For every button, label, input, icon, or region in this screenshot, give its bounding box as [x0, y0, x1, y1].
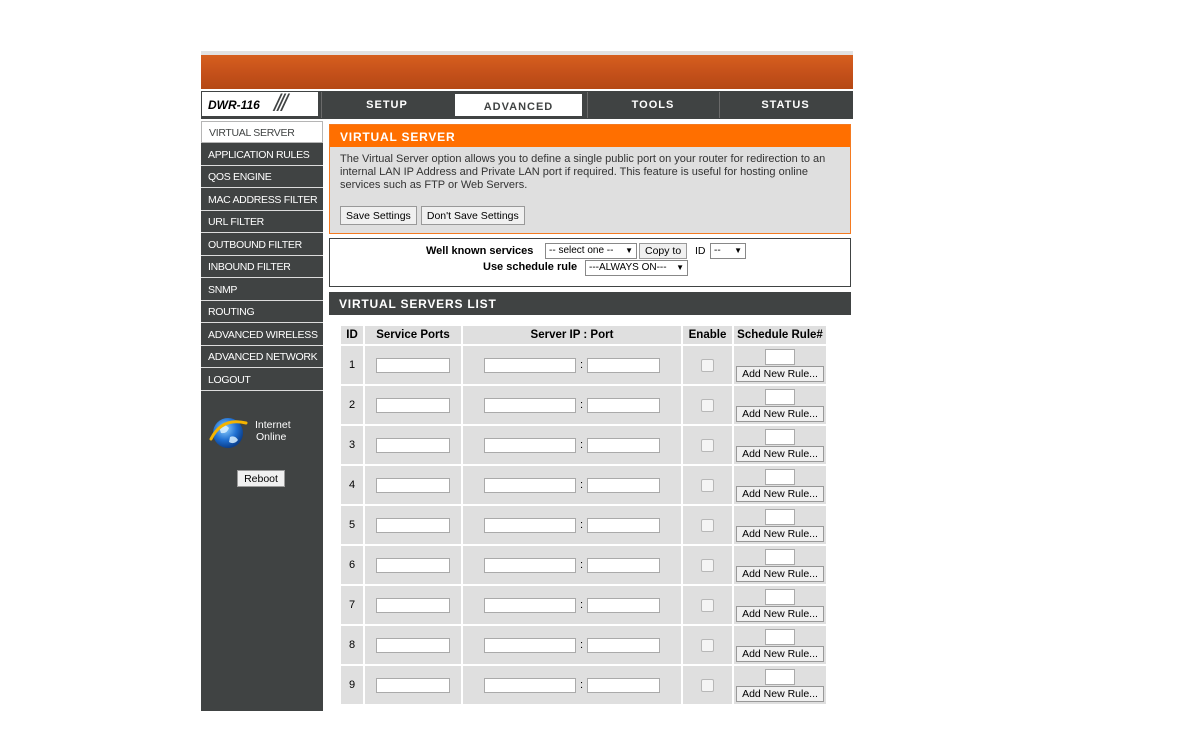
add-new-rule-button[interactable]: Add New Rule...: [736, 686, 824, 702]
internet-status-line1: Internet: [255, 419, 291, 431]
internet-globe-icon: [208, 413, 248, 451]
tab-advanced[interactable]: ADVANCED: [453, 92, 584, 118]
sidebar-item-advanced-network[interactable]: ADVANCED NETWORK: [201, 346, 323, 368]
add-new-rule-button[interactable]: Add New Rule...: [736, 446, 824, 462]
service-ports-cell: [365, 506, 461, 544]
server-port-input[interactable]: [587, 638, 660, 653]
sidebar-item-inbound-filter[interactable]: INBOUND FILTER: [201, 256, 323, 278]
add-new-rule-button[interactable]: Add New Rule...: [736, 606, 824, 622]
schedule-rule-select[interactable]: [585, 260, 688, 276]
top-navigation: [201, 91, 853, 119]
enable-checkbox[interactable]: [701, 559, 714, 572]
server-port-input[interactable]: [587, 438, 660, 453]
id-label: ID: [695, 245, 706, 257]
sidebar-item-qos-engine[interactable]: QOS ENGINE: [201, 166, 323, 188]
ip-port-separator: :: [579, 479, 584, 491]
schedule-rule-input[interactable]: [765, 429, 795, 445]
server-port-input[interactable]: [587, 518, 660, 533]
server-port-input[interactable]: [587, 358, 660, 373]
enable-cell: [683, 626, 732, 664]
server-port-input[interactable]: [587, 398, 660, 413]
server-ip-input[interactable]: [484, 438, 576, 453]
server-ip-port-cell: [463, 426, 681, 464]
schedule-rule-cell: [734, 546, 826, 584]
enable-cell: [683, 346, 732, 384]
row-id: 5: [341, 506, 363, 544]
ip-port-separator: :: [579, 399, 584, 411]
column-header-server-ip-port: Server IP : Port: [463, 326, 681, 344]
server-ip-input[interactable]: [484, 358, 576, 373]
service-ports-input[interactable]: [376, 678, 450, 693]
server-port-input[interactable]: [587, 478, 660, 493]
enable-checkbox[interactable]: [701, 599, 714, 612]
schedule-rule-cell: [734, 586, 826, 624]
schedule-rule-cell: [734, 666, 826, 704]
table-row: [341, 546, 826, 584]
tab-tools[interactable]: TOOLS: [587, 92, 718, 118]
server-ip-input[interactable]: [484, 518, 576, 533]
service-ports-input[interactable]: [376, 638, 450, 653]
table-row: [341, 386, 826, 424]
router-admin-page: [201, 51, 853, 711]
dropdown-arrow-icon: ▼: [676, 263, 684, 272]
intro-panel: [329, 124, 851, 234]
table-row: [341, 346, 826, 384]
ip-port-separator: :: [579, 639, 584, 651]
schedule-rule-cell: [734, 386, 826, 424]
schedule-rule-cell: [734, 346, 826, 384]
server-ip-port-cell: [463, 466, 681, 504]
server-ip-port-cell: [463, 386, 681, 424]
enable-checkbox[interactable]: [701, 399, 714, 412]
sidebar-item-logout[interactable]: LOGOUT: [201, 369, 323, 391]
schedule-rule-input[interactable]: [765, 549, 795, 565]
service-ports-cell: [365, 666, 461, 704]
internet-status: [255, 419, 291, 443]
reboot-button[interactable]: Reboot: [237, 470, 285, 487]
row-id: 9: [341, 666, 363, 704]
server-ip-port-cell: [463, 666, 681, 704]
row-id: 6: [341, 546, 363, 584]
service-ports-input[interactable]: [376, 398, 450, 413]
enable-cell: [683, 386, 732, 424]
table-row: [341, 666, 826, 704]
header-banner: [201, 55, 853, 89]
server-ip-port-cell: [463, 346, 681, 384]
server-ip-port-cell: [463, 626, 681, 664]
server-ip-input[interactable]: [484, 478, 576, 493]
dont-save-settings-button[interactable]: Don't Save Settings: [421, 206, 525, 225]
server-ip-port-cell: [463, 586, 681, 624]
sidebar-item-routing[interactable]: ROUTING: [201, 301, 323, 323]
enable-cell: [683, 426, 732, 464]
schedule-rule-input[interactable]: [765, 629, 795, 645]
ip-port-separator: :: [579, 519, 584, 531]
sidebar: [201, 121, 323, 711]
well-known-services-label: Well known services: [426, 245, 534, 257]
enable-cell: [683, 586, 732, 624]
schedule-rule-input[interactable]: [765, 469, 795, 485]
services-panel: [329, 238, 851, 287]
tab-status[interactable]: STATUS: [719, 92, 851, 118]
table-row: [341, 426, 826, 464]
row-id: 1: [341, 346, 363, 384]
row-id: 2: [341, 386, 363, 424]
sidebar-item-application-rules[interactable]: APPLICATION RULES: [201, 144, 323, 166]
service-ports-cell: [365, 426, 461, 464]
server-ip-input[interactable]: [484, 678, 576, 693]
well-known-services-select[interactable]: [545, 243, 637, 259]
schedule-rule-input[interactable]: [765, 349, 795, 365]
row-id: 3: [341, 426, 363, 464]
enable-checkbox[interactable]: [701, 479, 714, 492]
enable-checkbox[interactable]: [701, 519, 714, 532]
schedule-rule-input[interactable]: [765, 509, 795, 525]
model-badge: [201, 91, 319, 117]
sidebar-item-mac-address-filter[interactable]: MAC ADDRESS FILTER: [201, 189, 323, 211]
server-port-input[interactable]: [587, 598, 660, 613]
sidebar-item-virtual-server[interactable]: VIRTUAL SERVER: [201, 121, 323, 143]
table-row: [341, 466, 826, 504]
row-id: 7: [341, 586, 363, 624]
id-select-value: --: [714, 245, 721, 256]
enable-checkbox[interactable]: [701, 439, 714, 452]
table-row: [341, 626, 826, 664]
column-header-schedule-rule: Schedule Rule#: [734, 326, 826, 344]
table-row: [341, 586, 826, 624]
column-header-enable: Enable: [683, 326, 732, 344]
server-ip-input[interactable]: [484, 638, 576, 653]
intro-description: The Virtual Server option allows you to define a single public port on your router for redirection to an internal LAN IP Address and Private LAN port if required. This feature is useful for hosting online services such as FTP or Web Servers.: [340, 153, 826, 191]
service-ports-input[interactable]: [376, 558, 450, 573]
column-header-service-ports: Service Ports: [365, 326, 461, 344]
sidebar-item-outbound-filter[interactable]: OUTBOUND FILTER: [201, 234, 323, 256]
virtual-servers-list: [329, 292, 851, 711]
service-ports-input[interactable]: [376, 598, 450, 613]
schedule-rule-input[interactable]: [765, 669, 795, 685]
service-ports-input[interactable]: [376, 438, 450, 453]
service-ports-input[interactable]: [376, 358, 450, 373]
schedule-rule-input[interactable]: [765, 389, 795, 405]
server-ip-port-cell: [463, 546, 681, 584]
sidebar-item-url-filter[interactable]: URL FILTER: [201, 211, 323, 233]
ip-port-separator: :: [579, 359, 584, 371]
dropdown-arrow-icon: ▼: [625, 246, 633, 255]
ip-port-separator: :: [579, 439, 584, 451]
copy-to-button[interactable]: Copy to: [639, 243, 687, 259]
ip-port-separator: :: [579, 679, 584, 691]
service-ports-cell: [365, 546, 461, 584]
page-title: VIRTUAL SERVER: [330, 125, 850, 147]
virtual-servers-list-title: VIRTUAL SERVERS LIST: [329, 292, 851, 315]
ip-port-separator: :: [579, 559, 584, 571]
id-select[interactable]: [710, 243, 746, 259]
add-new-rule-button[interactable]: Add New Rule...: [736, 566, 824, 582]
enable-cell: [683, 546, 732, 584]
add-new-rule-button[interactable]: Add New Rule...: [736, 526, 824, 542]
dropdown-arrow-icon: ▼: [734, 246, 742, 255]
column-header-id: ID: [341, 326, 363, 344]
row-id: 4: [341, 466, 363, 504]
save-settings-button[interactable]: Save Settings: [340, 206, 417, 225]
add-new-rule-button[interactable]: Add New Rule...: [736, 486, 824, 502]
table-row: [341, 506, 826, 544]
schedule-rule-cell: [734, 426, 826, 464]
service-ports-cell: [365, 386, 461, 424]
schedule-rule-input[interactable]: [765, 589, 795, 605]
ip-port-separator: :: [579, 599, 584, 611]
enable-cell: [683, 666, 732, 704]
server-ip-port-cell: [463, 506, 681, 544]
settings-button-row: [340, 206, 526, 225]
server-ip-input[interactable]: [484, 398, 576, 413]
service-ports-input[interactable]: [376, 478, 450, 493]
service-ports-cell: [365, 346, 461, 384]
service-ports-cell: [365, 466, 461, 504]
schedule-rule-cell: [734, 466, 826, 504]
enable-checkbox[interactable]: [701, 639, 714, 652]
sidebar-item-advanced-wireless[interactable]: ADVANCED WIRELESS: [201, 324, 323, 346]
model-name: DWR-116: [208, 98, 260, 112]
model-slashes-logo: ///: [274, 90, 286, 117]
schedule-rule-value: ---ALWAYS ON---: [589, 262, 667, 273]
internet-status-line2: Online: [256, 431, 287, 443]
add-new-rule-button[interactable]: Add New Rule...: [736, 406, 824, 422]
row-id: 8: [341, 626, 363, 664]
service-ports-input[interactable]: [376, 518, 450, 533]
service-ports-cell: [365, 586, 461, 624]
server-ip-input[interactable]: [484, 558, 576, 573]
sidebar-item-snmp[interactable]: SNMP: [201, 279, 323, 301]
schedule-rule-label: Use schedule rule: [483, 261, 578, 273]
enable-checkbox[interactable]: [701, 359, 714, 372]
service-ports-cell: [365, 626, 461, 664]
well-known-services-value: -- select one --: [549, 245, 614, 256]
enable-cell: [683, 466, 732, 504]
add-new-rule-button[interactable]: Add New Rule...: [736, 646, 824, 662]
virtual-servers-table: [339, 324, 828, 706]
enable-checkbox[interactable]: [701, 679, 714, 692]
tab-setup[interactable]: SETUP: [321, 92, 452, 118]
schedule-rule-cell: [734, 626, 826, 664]
schedule-rule-cell: [734, 506, 826, 544]
enable-cell: [683, 506, 732, 544]
add-new-rule-button[interactable]: Add New Rule...: [736, 366, 824, 382]
server-ip-input[interactable]: [484, 598, 576, 613]
server-port-input[interactable]: [587, 678, 660, 693]
server-port-input[interactable]: [587, 558, 660, 573]
